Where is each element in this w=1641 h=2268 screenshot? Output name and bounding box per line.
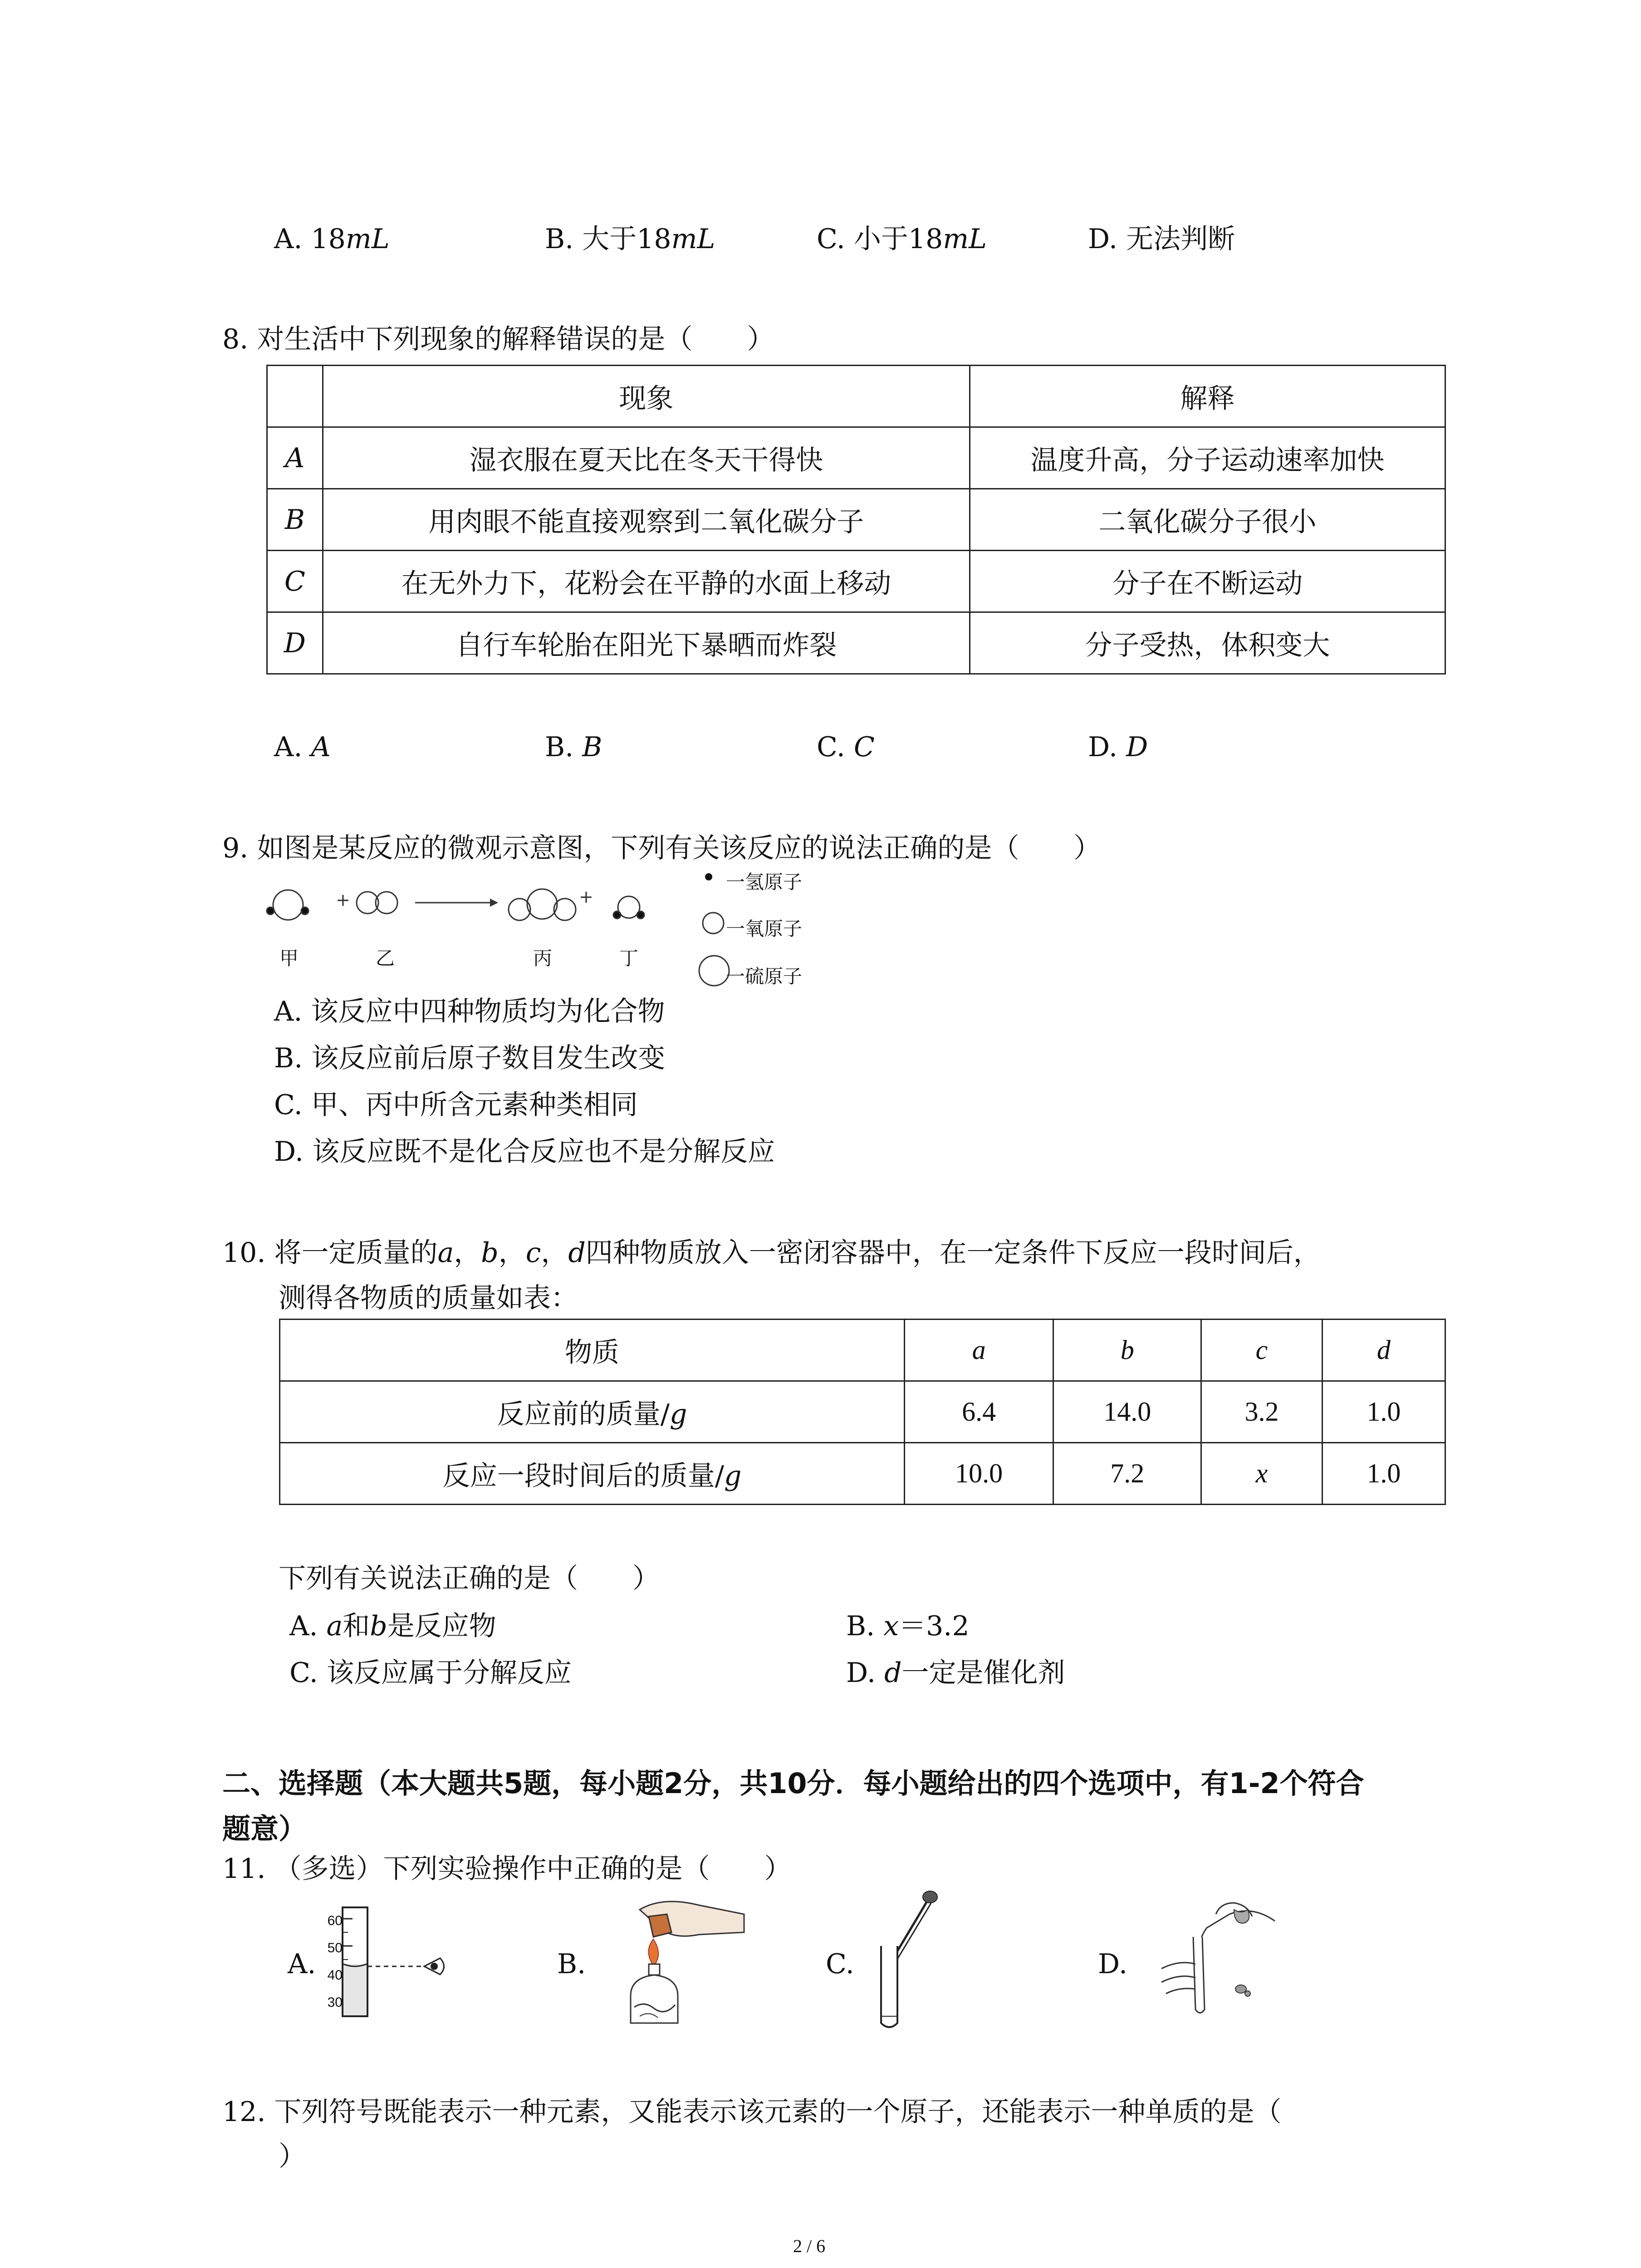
flame-icon <box>648 1939 658 1964</box>
q9-option-a[interactable]: A. 该反应中四种物质均为化合物 <box>274 996 665 1027</box>
q10-option-b[interactable]: B. x＝3.2 <box>846 1610 970 1642</box>
legend-hydrogen <box>705 873 712 880</box>
q8-option-d[interactable]: D. D <box>1088 731 1148 763</box>
legend-hydrogen-label: 一氢原子 <box>726 871 803 893</box>
dropper-and-test-tube-image <box>862 1887 971 2032</box>
q11-option-d[interactable]: D. <box>1098 1948 1128 1980</box>
product-ding-molecule <box>613 896 644 919</box>
q8-option-b[interactable]: B. B <box>545 731 603 763</box>
q10-option-a[interactable]: A. a和b是反应物 <box>289 1610 496 1642</box>
plus-sign: + <box>336 890 350 910</box>
reactant-jia-molecule <box>267 890 309 920</box>
q7-option-a[interactable]: A. 18mL <box>274 223 390 255</box>
label-jia: 甲 <box>279 947 299 969</box>
cylinder-tick-60: 60 <box>327 1913 343 1928</box>
q10-stem-line2: 测得各物质的质量如表： <box>279 1282 578 1314</box>
table-row <box>280 1443 1445 1505</box>
q11-option-b[interactable]: B. <box>557 1948 586 1980</box>
legend-sulfur-label: 一硫原子 <box>726 965 803 987</box>
table-row <box>267 551 1445 612</box>
q10-cell: 6.4 <box>905 1381 1053 1443</box>
q10-option-c[interactable]: C. 该反应属于分解反应 <box>289 1657 572 1689</box>
q7-option-d[interactable]: D. 无法判断 <box>1088 223 1235 255</box>
table-row <box>280 1381 1445 1443</box>
q8-option-a[interactable]: A. A <box>274 731 331 763</box>
section-2-heading-line1: 二、选择题（本大题共5题，每小题2分，共10分．每小题给出的四个选项中，有1-2个符合 <box>222 1767 1364 1800</box>
q10-header-substance: 物质 <box>280 1320 905 1381</box>
q8-row-phenomenon: 湿衣服在夏天比在冬天干得快 <box>323 427 970 489</box>
q8-table <box>266 365 1446 675</box>
eye-icon <box>424 1958 444 1975</box>
q8-header-blank <box>267 366 323 427</box>
q8-row-explanation: 二氧化碳分子很小 <box>970 489 1445 551</box>
q11-option-a[interactable]: A. <box>288 1948 316 1980</box>
reaction-arrow <box>415 899 498 907</box>
label-yi: 乙 <box>376 947 395 969</box>
q10-row-label: 反应一段时间后的质量/g <box>280 1443 905 1505</box>
q10-stem-line1: 10. 将一定质量的a，b，c，d四种物质放入一密闭容器中，在一定条件下反应一段时间后， <box>222 1237 1321 1269</box>
q11-option-c[interactable]: C. <box>826 1948 854 1980</box>
q8-row-label: A <box>267 427 323 489</box>
q10-option-d[interactable]: D. d一定是催化剂 <box>846 1657 1065 1689</box>
q10-header-d: d <box>1322 1320 1445 1381</box>
q9-option-d[interactable]: D. 该反应既不是化合反应也不是分解反应 <box>274 1136 775 1168</box>
q8-row-phenomenon: 自行车轮胎在阳光下暴晒而炸裂 <box>323 612 970 674</box>
q8-header-phenomenon: 现象 <box>323 366 970 427</box>
q10-header-a: a <box>905 1320 1053 1381</box>
q11-stem: 11. （多选）下列实验操作中正确的是（ ） <box>222 1853 792 1885</box>
legend-oxygen-label: 一氧原子 <box>726 918 803 940</box>
cylinder-tick-40: 40 <box>327 1968 343 1983</box>
q10-row-label: 反应前的质量/g <box>280 1381 905 1443</box>
q10-cell: 7.2 <box>1053 1443 1201 1505</box>
q7-option-b[interactable]: B. 大于18mL <box>545 223 715 255</box>
q8-row-label: D <box>267 612 323 674</box>
q8-row-label: C <box>267 551 323 612</box>
q10-cell: 14.0 <box>1053 1381 1201 1443</box>
q10-header-c: c <box>1201 1320 1322 1381</box>
page-number: 2 / 6 <box>793 2236 826 2256</box>
adding-solid-to-test-tube-image <box>1143 1896 1288 2028</box>
q10-prompt: 下列有关说法正确的是（ ） <box>279 1563 660 1594</box>
graduated-cylinder-reading-image <box>329 1898 460 2021</box>
q8-row-explanation: 分子在不断运动 <box>970 551 1445 612</box>
legend-oxygen <box>703 913 724 934</box>
q10-cell: 3.2 <box>1201 1381 1322 1443</box>
q8-row-explanation: 分子受热，体积变大 <box>970 612 1445 674</box>
legend-sulfur <box>699 956 729 986</box>
section-2-heading-line2: 题意） <box>222 1812 307 1845</box>
q10-cell: 1.0 <box>1322 1381 1445 1443</box>
q8-row-phenomenon: 用肉眼不能直接观察到二氧化碳分子 <box>323 489 970 551</box>
alcohol-lamp-lighting-image <box>599 1892 749 2028</box>
q7-option-c[interactable]: C. 小于18mL <box>817 223 987 255</box>
q9-option-b[interactable]: B. 该反应前后原子数目发生改变 <box>274 1042 666 1074</box>
q10-cell: x <box>1201 1443 1322 1505</box>
table-row <box>267 612 1445 674</box>
table-row <box>267 489 1445 551</box>
q8-option-c[interactable]: C. C <box>817 731 875 763</box>
table-row <box>267 427 1445 489</box>
q8-stem: 8. 对生活中下列现象的解释错误的是（ ） <box>222 323 774 355</box>
product-bing-molecule <box>509 889 576 920</box>
q8-row-label: B <box>267 489 323 551</box>
label-bing: 丙 <box>533 947 553 969</box>
q10-mass-table <box>279 1319 1446 1505</box>
cylinder-tick-50: 50 <box>327 1941 343 1955</box>
label-ding: 丁 <box>619 947 639 969</box>
q9-stem: 9. 如图是某反应的微观示意图，下列有关该反应的说法正确的是（ ） <box>222 832 1101 864</box>
reactant-yi-molecule <box>357 892 397 914</box>
q10-cell: 1.0 <box>1322 1443 1445 1505</box>
cylinder-tick-30: 30 <box>327 1995 343 2010</box>
q8-header-explanation: 解释 <box>970 366 1445 427</box>
q10-header-b: b <box>1053 1320 1201 1381</box>
q9-option-c[interactable]: C. 甲、丙中所含元素种类相同 <box>274 1089 638 1121</box>
q8-row-phenomenon: 在无外力下，花粉会在平静的水面上移动 <box>323 551 970 612</box>
plus-sign: + <box>579 887 593 907</box>
q10-cell: 10.0 <box>905 1443 1053 1505</box>
q12-stem-line1: 12. 下列符号既能表示一种元素，又能表示该元素的一个原子，还能表示一种单质的是（ <box>222 2096 1282 2128</box>
q8-row-explanation: 温度升高，分子运动速率加快 <box>970 427 1445 489</box>
q12-stem-line2: ） <box>279 2141 306 2172</box>
